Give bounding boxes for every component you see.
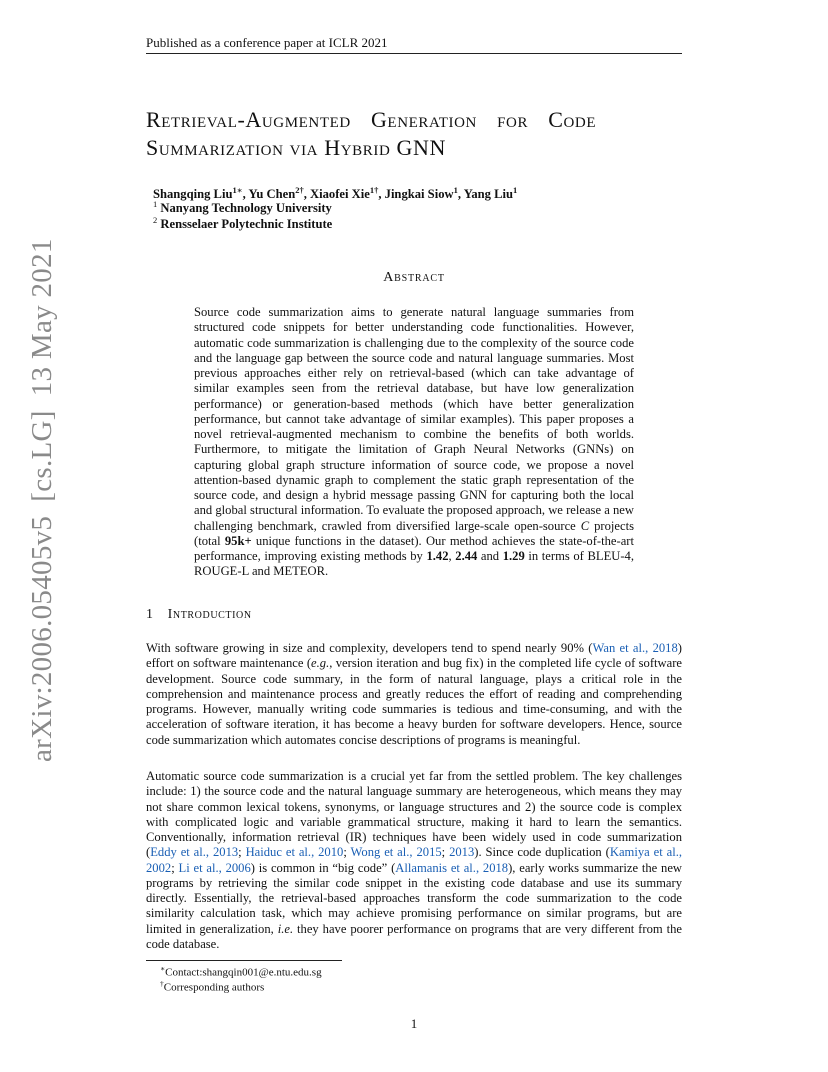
paragraph-text: they have poorer performance on programs that are very different from the code database. <box>146 921 682 951</box>
author-mark: 2† <box>295 185 304 195</box>
affiliation <box>153 215 332 232</box>
paragraph-text: ; <box>238 845 246 860</box>
title-word: Generation <box>370 107 477 132</box>
citation-link[interactable]: Kamiya et al., 2002 <box>146 845 682 875</box>
running-header: Published as a conference paper at ICLR 2021 <box>146 35 388 50</box>
paragraph-text: ), early works summarize the new programs by retrieving the similar code snippet in the existing code database and use its summary directly. Essentially, the retrieval-based approaches transform the code summarization to the code similarity calculation task, which may achieve promising performance on similar programs, but are limited in generalization, <box>146 860 683 936</box>
footnote-mark: † <box>160 979 164 988</box>
title-word: Hybrid <box>324 135 391 160</box>
author-mark: 1∗ <box>232 185 243 195</box>
title-line-2 <box>146 134 706 162</box>
paragraph-text: , version iteration and bug fix) in the completed life cycle of software development. Source code summary, in the form of natural language, plays a critical role in the comprehension and maintenance process and greatly reduces the effort of reading and comprehending programs. However, manually writing code summaries is tedious and time-consuming, and with the acceleration of software iteration, it has become a heavy burden for software developers. Hence, source code summarization which automates concise descriptions of programs is meaningful. <box>146 656 682 747</box>
citation-link[interactable]: Wan et al., 2018 <box>592 641 678 655</box>
footnote-text: Contact:shangqin001@e.ntu.edu.sg <box>165 966 322 979</box>
title-word: for <box>497 107 529 132</box>
citation-link[interactable]: 2013 <box>449 845 475 860</box>
abstract-text: in terms of BLEU-4, ROUGE-L and METEOR. <box>194 549 634 579</box>
header-rule <box>146 53 682 54</box>
affiliation <box>153 199 332 216</box>
footnote-rule <box>146 960 342 961</box>
author-name: Xiaofei Xie <box>310 187 370 202</box>
paragraph-text: ) is common in “big code” ( <box>250 860 396 875</box>
citation-link[interactable]: Allamanis et al., 2018 <box>395 860 509 875</box>
paragraph-italic: i.e. <box>277 921 294 936</box>
title-line-1 <box>146 106 706 134</box>
affiliation-mark: 1 <box>153 199 158 209</box>
title-word: Code <box>548 107 597 132</box>
author-mark: 1† <box>369 185 379 195</box>
intro-paragraph-1 <box>146 641 682 748</box>
arxiv-id: arXiv:2006.05405v5 <box>26 515 58 762</box>
author-mark: 1 <box>513 185 518 195</box>
page-number: 1 <box>410 1016 418 1031</box>
footnote-mark: ∗ <box>160 964 166 973</box>
paragraph-text: With software growing in size and complexity, developers tend to spend nearly 90% ( <box>146 641 593 655</box>
abstract-value: 1.29 <box>502 549 525 563</box>
arxiv-category: [cs.LG] <box>26 410 58 502</box>
paragraph-text: ) effort on software maintenance ( <box>146 641 682 671</box>
title-word: Summarization <box>146 135 284 160</box>
paragraph-text: ). Since code duplication ( <box>474 845 610 860</box>
abstract-text: unique functions in the dataset). Our method achieves the state-of-the-art performance, improving existing methods by <box>194 533 634 563</box>
author-name: Shangqing Liu <box>153 187 233 202</box>
paragraph-text: Automatic source code summarization is a crucial yet far from the settled problem. The key challenges include: 1) the source code and the natural language summary are heterogeneous, which means they may not share common lexical tokens, synonyms, or language structures and 2) the source code is complex with complicated logic and variable grammatical structure, making it hard to learn the semantics. Conventionally, information retrieval (IR) techniques have been widely used in code summarization ( <box>146 769 682 860</box>
abstract-text: , <box>448 549 456 563</box>
citation-link[interactable]: Wong et al., 2015 <box>350 845 442 860</box>
title-word: GNN <box>396 135 446 160</box>
arxiv-date: 13 May 2021 <box>26 238 58 397</box>
title-word: Retrieval-Augmented <box>146 107 351 132</box>
abstract-body <box>194 305 634 580</box>
citation-link[interactable]: Haiduc et al., 2010 <box>245 845 344 860</box>
author-mark: 1 <box>453 185 458 195</box>
paragraph-italic: e.g. <box>311 656 330 671</box>
section-title: Introduction <box>167 607 252 622</box>
abstract-value: 2.44 <box>455 549 478 563</box>
abstract-value: 1.42 <box>426 549 449 563</box>
section-heading <box>146 607 252 623</box>
author-sep: , <box>378 187 385 202</box>
affiliation-name: Rensselaer Polytechnic Institute <box>160 217 333 232</box>
abstract-text: Source code summarization aims to generate natural language summaries from structured code snippets for better understanding code functionalities. However, automatic code summarization is challenging due to the complexity of the source code and the language gap between the source code and natural language summaries. Most previous approaches either rely on retrieval-based (which can take advantage of similar examples seen from the retrieval database, but have low generalization performance) or generation-based methods (which have better generalization performance, but cannot take advantage of similar examples). This paper proposes a novel retrieval-augmented mechanism to combine the benefits of both worlds. Furthermore, to mitigate the limitation of Graph Neural Networks (GNNs) on capturing global graph structure information of source code, we propose a novel attention-based dynamic graph to complement the static graph representation of the source code, and design a hybrid message passing GNN for capturing both the local and global structural information. To evaluate the proposed approach, we release a new challenging benchmark, crawled from diversified large-scale open-source <box>194 305 634 533</box>
footnote <box>160 964 322 979</box>
citation-link[interactable]: Eddy et al., 2013 <box>150 845 239 860</box>
paragraph-text: ; <box>441 845 450 860</box>
author-sep: , <box>242 187 249 202</box>
abstract-count: 95k+ <box>224 533 252 548</box>
paragraph-text: ; <box>343 845 351 860</box>
intro-paragraph-2 <box>146 769 682 952</box>
footnote-text: Corresponding authors <box>163 981 265 994</box>
affiliation-name: Nanyang Technology University <box>160 201 332 216</box>
abstract-heading: Abstract <box>383 270 445 285</box>
title-word: via <box>289 135 319 160</box>
arxiv-side-stamp <box>22 0 62 762</box>
abstract-text: and <box>477 549 503 563</box>
footnote <box>160 979 264 994</box>
author-name: Yu Chen <box>248 187 296 202</box>
section-number: 1 <box>146 607 154 622</box>
affiliation-mark: 2 <box>153 215 158 225</box>
author-name: Jingkai Siow <box>384 187 454 202</box>
author-sep: , <box>457 187 464 202</box>
author-name: Yang Liu <box>463 187 514 202</box>
citation-link[interactable]: Li et al., 2006 <box>178 860 251 875</box>
paper-title <box>146 106 706 162</box>
abstract-lang: C <box>580 518 590 533</box>
abstract-text: projects (total <box>194 518 635 548</box>
author-sep: , <box>303 187 311 202</box>
paragraph-text: ; <box>171 860 179 875</box>
